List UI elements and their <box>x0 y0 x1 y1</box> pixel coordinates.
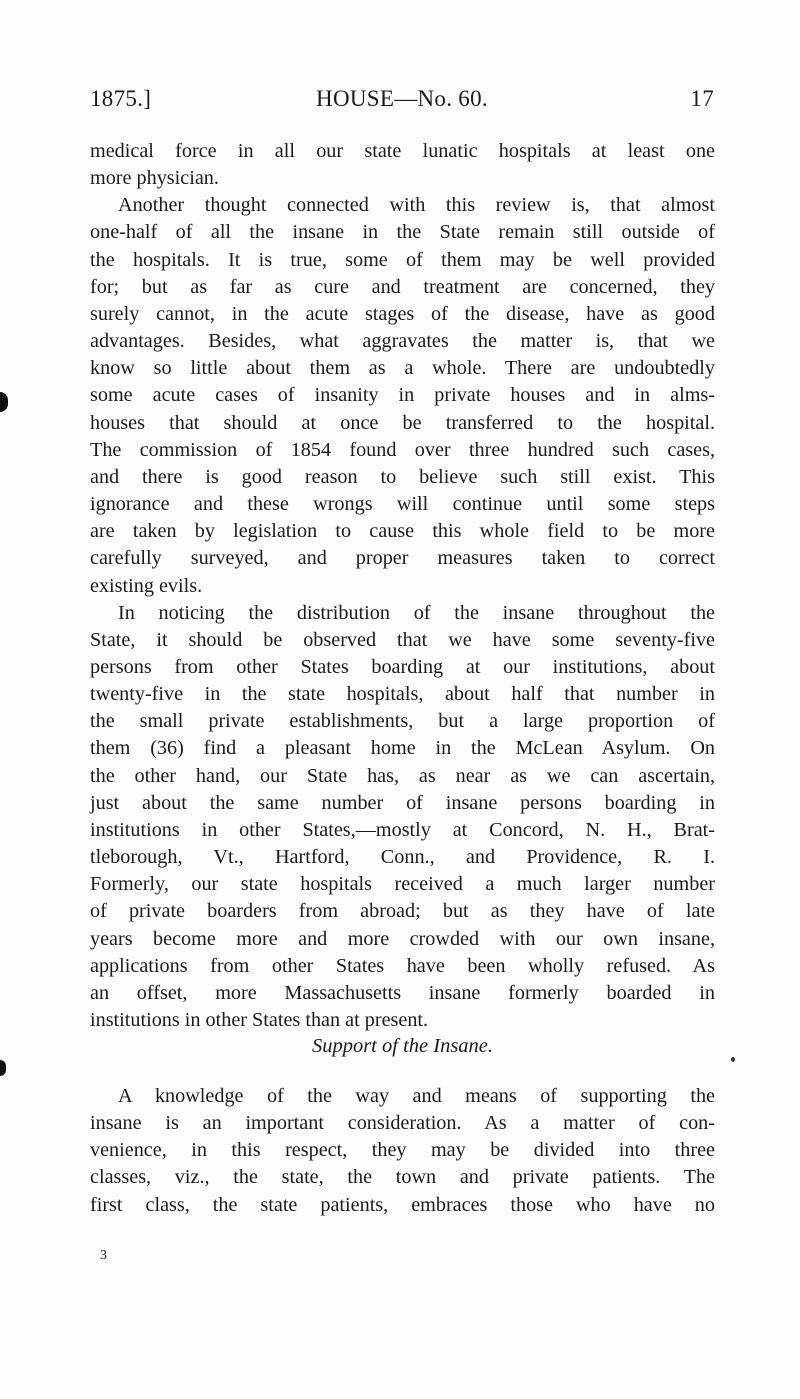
signature-mark: 3 <box>100 1248 107 1263</box>
text-line: the other hand, our State has, as near as we can ascertain, <box>90 764 715 787</box>
text-line: Another thought connected with this review is, that almost <box>118 194 715 217</box>
text-line: first class, the state patients, embraces those who have no <box>90 1193 715 1216</box>
text-line: Formerly, our state hospitals received a much larger number <box>90 873 715 896</box>
text-line: surely cannot, in the acute stages of the disease, have as good <box>90 302 715 325</box>
text-line: insane is an important consideration. As a matter of con- <box>90 1112 715 1135</box>
text-line: ignorance and these wrongs will continue until some steps <box>90 493 715 516</box>
margin-mark <box>0 392 8 412</box>
text-line: houses that should at once be transferred to the hospital. <box>90 411 715 434</box>
text-line: applications from other States have been wholly refused. As <box>90 954 715 977</box>
text-line: tleborough, Vt., Hartford, Conn., and Providence, R. I. <box>90 846 715 869</box>
text-line: more physician. <box>90 167 219 190</box>
text-line: carefully surveyed, and proper measures taken to correct <box>90 547 715 570</box>
text-line: an offset, more Massachusetts insane formerly boarded in <box>90 981 715 1004</box>
body-text-bottom <box>90 1083 715 1219</box>
body-text-top <box>90 138 715 1034</box>
text-line: classes, viz., the state, the town and private patients. The <box>90 1166 715 1189</box>
margin-mark <box>0 1060 6 1076</box>
text-line: one-half of all the insane in the State remain still outside of <box>90 221 715 244</box>
text-line: venience, in this respect, they may be divided into three <box>90 1139 715 1162</box>
text-line: State, it should be observed that we have some seventy-five <box>90 628 715 651</box>
text-line: for; but as far as cure and treatment are concerned, they <box>90 275 715 298</box>
text-line: The commission of 1854 found over three hundred such cases, <box>90 438 715 461</box>
text-line: know so little about them as a whole. There are undoubtedly <box>90 357 715 380</box>
ink-speck <box>731 1057 735 1062</box>
text-line: just about the same number of insane persons boarding in <box>90 791 715 814</box>
text-line: of private boarders from abroad; but as they have of late <box>90 900 715 923</box>
section-heading: Support of the Insane. <box>311 1035 494 1057</box>
text-line: the hospitals. It is true, some of them may be well provided <box>90 248 715 271</box>
running-head <box>90 86 714 122</box>
text-line: the small private establishments, but a large proportion of <box>90 710 715 733</box>
text-line: existing evils. <box>90 574 203 597</box>
text-line: persons from other States boarding at our institutions, about <box>90 655 715 678</box>
text-line: A knowledge of the way and means of supporting the <box>118 1085 715 1107</box>
page-number: 17 <box>690 86 714 111</box>
text-line: are taken by legislation to cause this whole field to be more <box>90 520 715 543</box>
text-line: them (36) find a pleasant home in the McLean Asylum. On <box>90 737 715 760</box>
text-line: medical force in all our state lunatic hospitals at least one <box>90 140 715 162</box>
header-year: 1875.] <box>90 86 152 111</box>
text-line: advantages. Besides, what aggravates the matter is, that we <box>90 330 715 353</box>
text-line: and there is good reason to believe such still exist. This <box>90 465 715 488</box>
text-line: some acute cases of insanity in private houses and in alms- <box>90 384 715 407</box>
text-line: institutions in other States than at present. <box>90 1009 429 1031</box>
text-line: years become more and more crowded with our own insane, <box>90 927 715 950</box>
text-line: In noticing the distribution of the insane throughout the <box>118 601 715 624</box>
text-line: institutions in other States,—mostly at Concord, N. H., Brat- <box>90 818 715 841</box>
text-line: twenty-five in the state hospitals, about half that number in <box>90 683 715 706</box>
header-title: HOUSE—No. 60. <box>316 86 488 111</box>
